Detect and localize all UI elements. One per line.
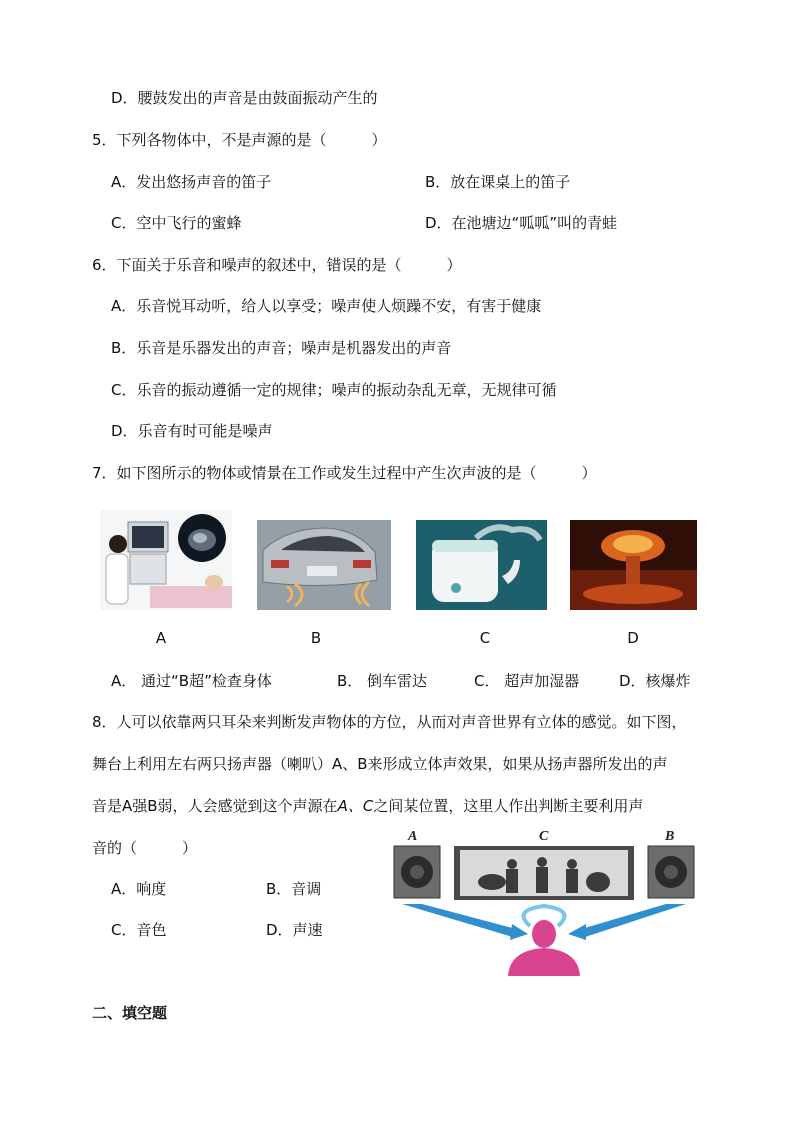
q8-stem-line3: [92, 796, 643, 816]
q5-option-c: C．空中飞行的蜜蜂: [111, 214, 242, 232]
q8-stem-line4: 音的（ ）: [92, 839, 198, 857]
q5-option-a: A．发出悠扬声音的笛子: [111, 173, 272, 191]
q7-option-a: A． 通过“B超”检查身体: [111, 672, 272, 690]
q6-option-d: D．乐音有时可能是噪声: [111, 422, 273, 440]
q8-stem-line1: 8．人可以依靠两只耳朵来判断发声物体的方位，从而对声音世界有立体的感觉。如下图，: [92, 713, 687, 731]
q4-option-d: D．腰鼓发出的声音是由鼓面振动产生的: [111, 89, 378, 107]
q7-option-d: D．核爆炸: [619, 672, 691, 690]
q7-caption-d: D: [627, 629, 639, 647]
q7-image-humidifier: [416, 520, 547, 610]
q5-option-b: B．放在课桌上的笛子: [425, 173, 571, 191]
stage-band-icon: [454, 846, 634, 900]
q7-caption-a: A: [155, 629, 167, 647]
q8-stem-line3-positions: A、C: [337, 797, 374, 815]
q7-option-c: C． 超声加湿器: [474, 672, 580, 690]
right-sound-arrow-icon: [578, 904, 686, 938]
q8-option-a: A．响度: [111, 880, 167, 898]
q8-option-b: B．音调: [266, 880, 322, 898]
q8-figure-label-a: A: [408, 829, 418, 844]
q8-stem-line2: 舞台上利用左右两只扬声器（喇叭）A、B来形成立体声效果，如果从扬声器所发出的声: [92, 755, 668, 773]
q5-option-d: D．在池塘边“呱呱”叫的青蛙: [425, 214, 618, 232]
q8-figure-label-b: B: [665, 829, 675, 844]
q7-image-ultrasound: [100, 510, 232, 610]
q7-option-b: B． 倒车雷达: [337, 672, 428, 690]
q8-option-d: D．声速: [266, 921, 323, 939]
q7-stem: 7．如下图所示的物体或情景在工作或发生过程中产生次声波的是（ ）: [92, 464, 597, 482]
left-sound-arrow-icon: [402, 904, 520, 938]
speaker-a-icon: [394, 846, 440, 898]
speaker-b-icon: [648, 846, 694, 898]
q8-stereo-figure: [392, 826, 704, 978]
q7-caption-c: C: [479, 629, 491, 647]
q7-image-nuclear-explosion: [570, 520, 697, 610]
q6-stem: 6．下面关于乐音和噪声的叙述中，错误的是（ ）: [92, 256, 462, 274]
q7-image-car-radar: [257, 520, 391, 610]
section-2-title: 二、填空题: [92, 1004, 168, 1022]
q6-option-a: A．乐音悦耳动听，给人以享受；噪声使人烦躁不安，有害于健康: [111, 297, 542, 315]
q5-stem: 5．下列各物体中，不是声源的是（ ）: [92, 131, 387, 149]
q8-stem-line3-start: 音是A强B弱，人会感觉到这个声源在: [92, 797, 338, 815]
q6-option-c: C．乐音的振动遵循一定的规律；噪声的振动杂乱无章，无规律可循: [111, 381, 557, 399]
q7-caption-b: B: [310, 629, 322, 647]
q8-option-c: C．音色: [111, 921, 167, 939]
q8-stem-line3-end: 之间某位置，这里人作出判断主要利用声: [373, 797, 644, 815]
q6-option-b: B．乐音是乐器发出的声音；噪声是机器发出的声音: [111, 339, 452, 357]
q8-figure-label-c: C: [539, 829, 549, 844]
